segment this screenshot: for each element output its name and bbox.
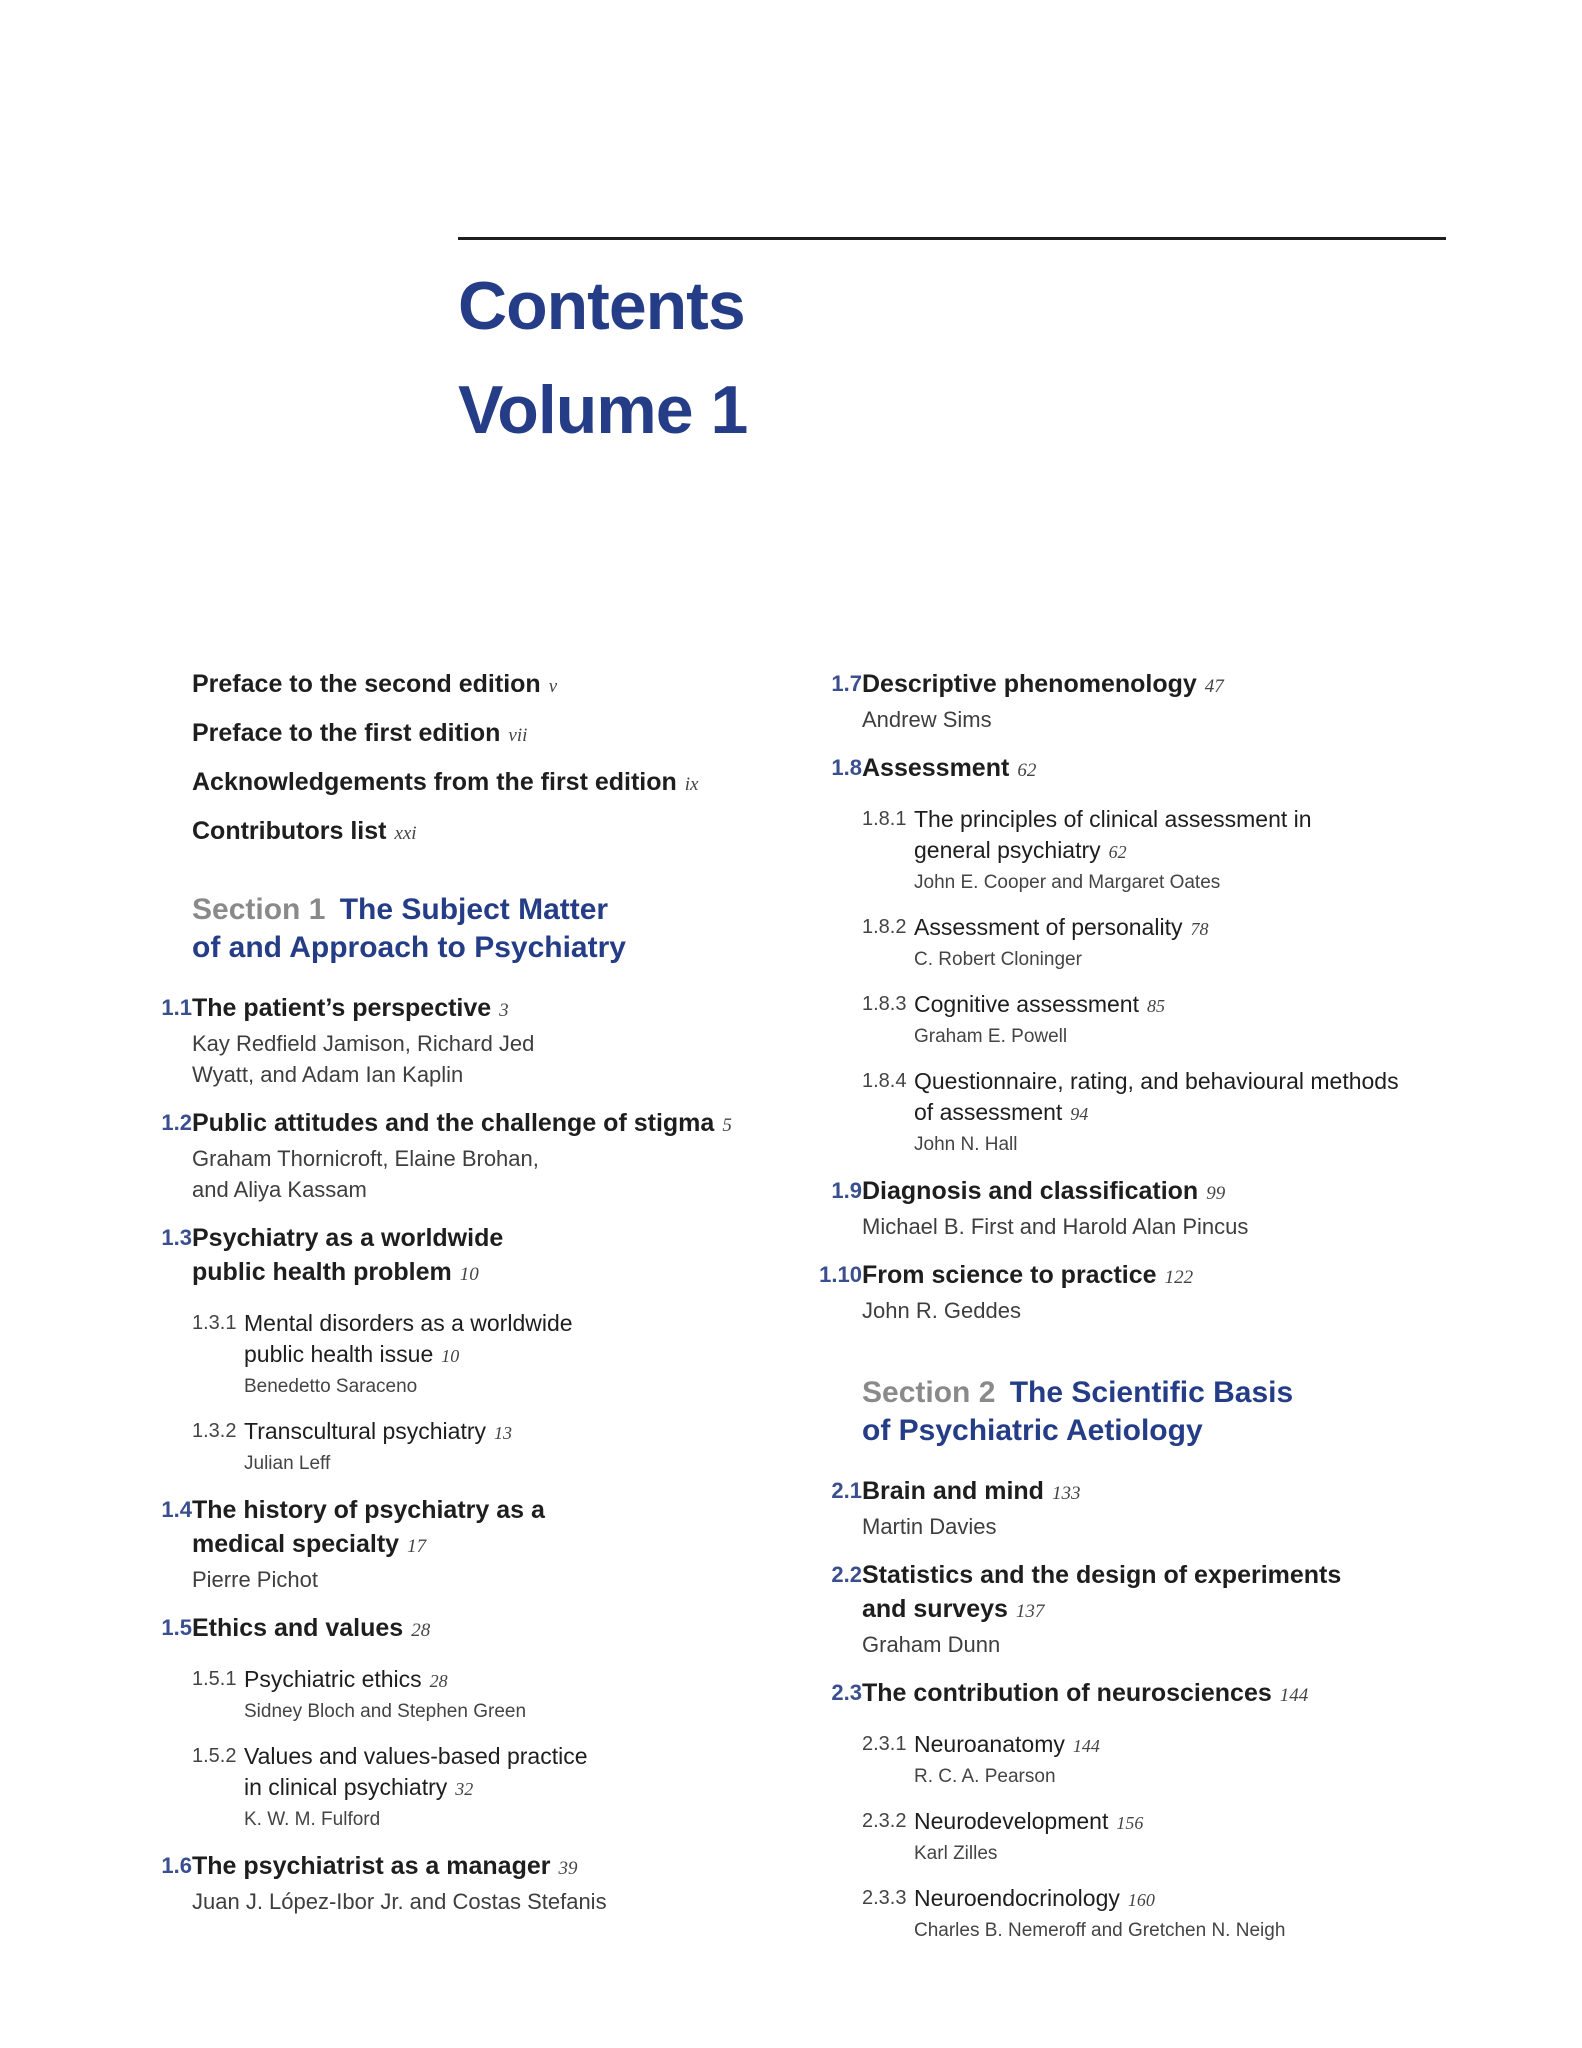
entry-author: Michael B. First and Harold Alan Pincus bbox=[862, 1214, 1249, 1239]
page-number: 28 bbox=[411, 1620, 431, 1641]
toc-subentry bbox=[818, 1729, 1458, 1792]
section-1-heading bbox=[148, 891, 768, 967]
toc-subentry bbox=[818, 1806, 1458, 1869]
subentry-number: 2.3.2 bbox=[862, 1810, 907, 1832]
page-number: vii bbox=[508, 725, 528, 746]
entry-number: 2.1 bbox=[831, 1478, 862, 1503]
subentry-author: Benedetto Saraceno bbox=[244, 1376, 418, 1397]
entry-author: Wyatt, and Adam Ian Kaplin bbox=[192, 1062, 464, 1087]
section-label: Section 2 bbox=[862, 1376, 996, 1409]
toc-subentry bbox=[818, 989, 1458, 1052]
entry-number: 2.3 bbox=[831, 1680, 862, 1705]
entry-author: Andrew Sims bbox=[862, 707, 992, 732]
entry-author: Graham Thornicroft, Elaine Brohan, bbox=[192, 1146, 539, 1171]
toc-entries bbox=[148, 991, 768, 1917]
page-number: 99 bbox=[1206, 1183, 1226, 1204]
page-number: 160 bbox=[1127, 1890, 1155, 1910]
entry-title: The psychiatrist as a manager 39 bbox=[192, 1852, 578, 1880]
subentry-number: 2.3.3 bbox=[862, 1887, 907, 1909]
entry-author: John R. Geddes bbox=[862, 1298, 1021, 1323]
entry-number: 1.5 bbox=[161, 1615, 192, 1640]
subentry-number: 2.3.1 bbox=[862, 1733, 907, 1755]
entry-number: 1.1 bbox=[161, 995, 192, 1020]
entry-author: and Aliya Kassam bbox=[192, 1177, 367, 1202]
toc-entry bbox=[148, 1611, 768, 1648]
subentry-number: 1.3.1 bbox=[192, 1312, 237, 1334]
entry-title: Statistics and the design of experiments and surveys 137 bbox=[862, 1561, 1342, 1623]
entry-author: Graham Dunn bbox=[862, 1632, 1001, 1657]
entry-author: Martin Davies bbox=[862, 1514, 997, 1539]
entry-title: The contribution of neurosciences 144 bbox=[862, 1679, 1309, 1707]
page-number: 10 bbox=[441, 1346, 460, 1366]
header-rule bbox=[458, 237, 1446, 240]
entry-number: 1.9 bbox=[831, 1178, 862, 1203]
subentry-title: Neuroendocrinology 160 bbox=[914, 1885, 1155, 1911]
front-matter-item bbox=[148, 765, 768, 802]
subentry-author: Julian Leff bbox=[244, 1453, 331, 1474]
subentry-author: Graham E. Powell bbox=[914, 1026, 1068, 1047]
page-number: 137 bbox=[1015, 1601, 1045, 1622]
subentry-author: Sidney Bloch and Stephen Green bbox=[244, 1701, 527, 1722]
entry-number: 2.2 bbox=[831, 1562, 862, 1587]
volume-title: Volume 1 bbox=[458, 372, 748, 448]
toc-entry bbox=[818, 1258, 1458, 1326]
entry-number: 1.2 bbox=[161, 1110, 192, 1135]
page-number: 39 bbox=[558, 1858, 578, 1879]
subentry-number: 1.3.2 bbox=[192, 1420, 237, 1442]
entry-author: Pierre Pichot bbox=[192, 1567, 318, 1592]
subentry-title: Cognitive assessment 85 bbox=[914, 991, 1165, 1017]
entry-title: Brain and mind 133 bbox=[862, 1477, 1081, 1505]
subentry-title: Transcultural psychiatry 13 bbox=[244, 1418, 513, 1444]
entry-title: The history of psychiatry as a medical specialty 17 bbox=[192, 1496, 545, 1558]
section-2-heading bbox=[818, 1374, 1458, 1450]
subentry-title: Psychiatric ethics 28 bbox=[244, 1666, 448, 1692]
page-number: 85 bbox=[1147, 996, 1165, 1016]
toc-subentry bbox=[818, 912, 1458, 975]
toc-entry bbox=[818, 667, 1458, 735]
entry-title: The patient’s perspective 3 bbox=[192, 994, 509, 1022]
page-number: 62 bbox=[1108, 842, 1127, 862]
toc-subentry bbox=[818, 1883, 1458, 1946]
subentry-number: 1.8.1 bbox=[862, 808, 907, 830]
page-number: 28 bbox=[429, 1671, 448, 1691]
toc-right-column bbox=[818, 667, 1458, 1960]
page-number: 32 bbox=[455, 1779, 474, 1799]
subentry-title: Neuroanatomy 144 bbox=[914, 1731, 1100, 1757]
subentry-author: K. W. M. Fulford bbox=[244, 1809, 381, 1830]
entry-title: Ethics and values 28 bbox=[192, 1614, 431, 1642]
subentry-author: Karl Zilles bbox=[914, 1843, 998, 1864]
toc-entry bbox=[148, 991, 768, 1090]
page-number: 62 bbox=[1017, 760, 1037, 781]
subentry-author: John E. Cooper and Margaret Oates bbox=[914, 872, 1221, 893]
page-number: 144 bbox=[1072, 1736, 1100, 1756]
front-matter-list bbox=[148, 667, 768, 851]
section-title: The Scientific Basis bbox=[1009, 1376, 1294, 1409]
subentry-title: Questionnaire, rating, and behavioural methods of assessment 94 bbox=[914, 1068, 1399, 1125]
subentry-title: Values and values-based practice in clinical psychiatry 32 bbox=[244, 1743, 588, 1800]
subentry-title: Mental disorders as a worldwide public health issue 10 bbox=[244, 1310, 573, 1367]
toc-subentry bbox=[148, 1664, 768, 1727]
toc-left-column bbox=[148, 667, 768, 1933]
toc-entries bbox=[818, 667, 1458, 1326]
subentry-number: 1.5.1 bbox=[192, 1668, 237, 1690]
page-number: 144 bbox=[1279, 1685, 1309, 1706]
entry-title: Contributors list xxi bbox=[192, 817, 417, 845]
entry-title: Assessment 62 bbox=[862, 754, 1037, 782]
toc-entry bbox=[818, 751, 1458, 788]
toc-entry bbox=[148, 1849, 768, 1917]
entry-number: 1.7 bbox=[831, 671, 862, 696]
toc-subentry bbox=[148, 1741, 768, 1835]
subentry-number: 1.8.3 bbox=[862, 993, 907, 1015]
page-number: ix bbox=[684, 774, 699, 795]
toc-entries bbox=[818, 1474, 1458, 1946]
page-number: 10 bbox=[459, 1264, 479, 1285]
entry-title: From science to practice 122 bbox=[862, 1261, 1194, 1289]
front-matter-item bbox=[148, 814, 768, 851]
toc-subentry bbox=[148, 1308, 768, 1402]
page-title: Contents bbox=[458, 268, 745, 344]
toc-entry bbox=[148, 1106, 768, 1205]
entry-author: Juan J. López-Ibor Jr. and Costas Stefanis bbox=[192, 1889, 607, 1914]
page-number: 17 bbox=[407, 1536, 427, 1557]
entry-author: Kay Redfield Jamison, Richard Jed bbox=[192, 1031, 535, 1056]
entry-title: Descriptive phenomenology 47 bbox=[862, 670, 1224, 698]
page-number: v bbox=[548, 676, 558, 697]
entry-number: 1.3 bbox=[161, 1225, 192, 1250]
subentry-title: The principles of clinical assessment in general psychiatry 62 bbox=[914, 806, 1312, 863]
entry-number: 1.8 bbox=[831, 755, 862, 780]
page-number: xxi bbox=[394, 823, 417, 844]
front-matter-item bbox=[148, 667, 768, 704]
entry-number: 1.10 bbox=[819, 1262, 862, 1287]
page-number: 122 bbox=[1164, 1267, 1194, 1288]
subentry-author: R. C. A. Pearson bbox=[914, 1766, 1056, 1787]
subentry-author: Charles B. Nemeroff and Gretchen N. Neigh bbox=[914, 1920, 1286, 1941]
toc-entry bbox=[818, 1474, 1458, 1542]
toc-entry bbox=[148, 1493, 768, 1595]
toc-entry bbox=[818, 1676, 1458, 1713]
subentry-number: 1.8.2 bbox=[862, 916, 907, 938]
subentry-number: 1.5.2 bbox=[192, 1745, 237, 1767]
toc-subentry bbox=[818, 804, 1458, 898]
subentry-title: Neurodevelopment 156 bbox=[914, 1808, 1144, 1834]
page-number: 78 bbox=[1190, 919, 1209, 939]
section-label: Section 1 bbox=[192, 893, 326, 926]
entry-title: Diagnosis and classification 99 bbox=[862, 1177, 1226, 1205]
page-number: 156 bbox=[1116, 1813, 1144, 1833]
toc-entry bbox=[148, 1221, 768, 1292]
subentry-author: John N. Hall bbox=[914, 1134, 1018, 1155]
page-number: 13 bbox=[494, 1423, 513, 1443]
section-title: The Subject Matter bbox=[339, 893, 609, 926]
page-number: 3 bbox=[499, 1000, 509, 1021]
page-number: 133 bbox=[1051, 1483, 1081, 1504]
toc-subentry bbox=[818, 1066, 1458, 1160]
entry-title: Acknowledgements from the first edition ix bbox=[192, 768, 699, 796]
subentry-number: 1.8.4 bbox=[862, 1070, 907, 1092]
entry-title: Public attitudes and the challenge of stigma 5 bbox=[192, 1109, 732, 1137]
front-matter-item bbox=[148, 716, 768, 753]
toc-entry bbox=[818, 1174, 1458, 1242]
subentry-title: Assessment of personality 78 bbox=[914, 914, 1209, 940]
entry-title: Preface to the first edition vii bbox=[192, 719, 528, 747]
toc-entry bbox=[818, 1558, 1458, 1660]
section-title: of Psychiatric Aetiology bbox=[862, 1414, 1203, 1447]
entry-number: 1.4 bbox=[161, 1497, 192, 1522]
page-number: 5 bbox=[722, 1115, 732, 1136]
subentry-author: C. Robert Cloninger bbox=[914, 949, 1082, 970]
entry-number: 1.6 bbox=[161, 1853, 192, 1878]
section-title: of and Approach to Psychiatry bbox=[192, 931, 626, 964]
toc-subentry bbox=[148, 1416, 768, 1479]
entry-title: Psychiatry as a worldwide public health problem 10 bbox=[192, 1224, 504, 1286]
page-number: 94 bbox=[1070, 1104, 1089, 1124]
entry-title: Preface to the second edition v bbox=[192, 670, 558, 698]
page-number: 47 bbox=[1204, 676, 1224, 697]
